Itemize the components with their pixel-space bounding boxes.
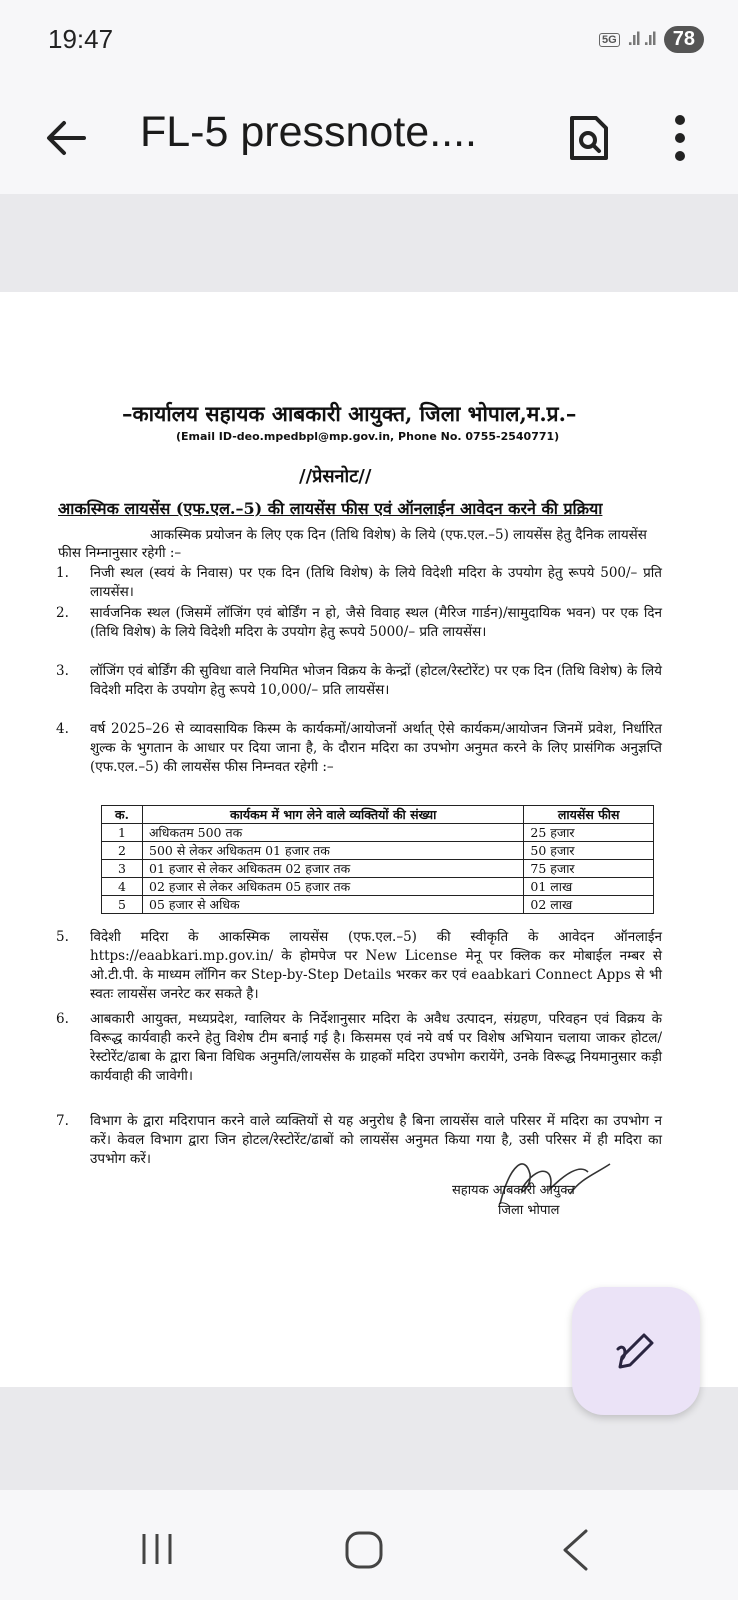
signal-icon: .ıl .ıl bbox=[627, 29, 656, 49]
search-in-document-icon[interactable] bbox=[568, 114, 610, 162]
edit-fab-button[interactable] bbox=[572, 1287, 700, 1415]
table-row: 5 05 हजार से अधिक 02 लाख bbox=[102, 896, 654, 914]
office-header: –कार्यालय सहायक आबकारी आयुक्त, जिला भोपाल,म.प्र.– bbox=[122, 401, 577, 426]
contact-line: (Email ID-deo.mpedbpl@mp.gov.in, Phone No. 0755-2540771) bbox=[176, 430, 560, 443]
table-row: 4 02 हजार से लेकर अधिकतम 05 हजार तक 01 लाख bbox=[102, 878, 654, 896]
status-time: 19:47 bbox=[48, 24, 114, 54]
subject-line: आकस्मिक लायसेंस (एफ.एल.–5) की लायसेंस फीस एवं ऑनलाईन आवेदन करने की प्रक्रिया bbox=[58, 499, 603, 518]
signatory-title: सहायक आबकारी आयुक्त bbox=[452, 1183, 575, 1198]
signatory-district: जिला भोपाल bbox=[498, 1203, 560, 1218]
system-nav-bar bbox=[0, 1490, 738, 1600]
table-row: 2 500 से लेकर अधिकतम 01 हजार तक 50 हजार bbox=[102, 842, 654, 860]
battery-indicator: 78 bbox=[664, 26, 704, 53]
edit-pen-icon bbox=[614, 1329, 658, 1373]
network-type-icon: 5G bbox=[599, 33, 620, 47]
recent-apps-icon[interactable] bbox=[140, 1532, 174, 1566]
home-icon[interactable] bbox=[344, 1530, 384, 1570]
table-header-row: क. कार्यकम में भाग लेने वाले व्यक्तियों की संख्या लायसेंस फीस bbox=[102, 806, 654, 824]
pdf-page: –कार्यालय सहायक आबकारी आयुक्त, जिला भोपाल,म.प्र.– (Email ID-deo.mpedbpl@mp.gov.in, Phone No. 0755-2540771) //प्रेसनोट// आकस्मिक लायसेंस (एफ.एल.–5) की लायसेंस फीस एवं ऑनलाईन आवेदन करने की प्रक्रिया आकस्मिक प्रयोजन के लिए एक दिन (तिथि विशेष) के लिये (एफ.एल.–5) लायसेंस हेतु दैनिक लायसेंस फीस निम्नानुसार रहेगी :– 1. निजी स्थल (स्वयं के निवास) पर एक दिन (तिथि विशेष) के लिये विदेशी मदिरा के उपयोग हेतु रूपये 500/– प्रति लायसेंस। 2. सार्वजनिक स्थल (जिसमें लॉजिंग एवं बोर्डिंग न हो, जैसे विवाह स्थल (मैरिज गार्डन)/सामुदायिक भवन) पर एक दिन (तिथि विशेष) के लिये विदेशी मदिरा के उपयोग हेतु रूपये 5000/– प्रति लायसेंस। 3. लॉजिंग एवं बोर्डिंग की सुविधा वाले नियमित भोजन विक्रय के केन्द्रों (होटल/रेस्टोरेंट) पर एक दिन (तिथि विशेष) के लिये विदेशी मदिरा के उपयोग हेतु रूपये 10,000/– प्रति लायसेंस। 4. वर्ष 2025–26 से व्यावसायिक किस्म के कार्यकमों/आयोजनों अर्थात् ऐसे कार्यकम/आयोजन जिनमें प्रवेश, निर्धारित शुल्क के भुगतान के आधार पर दिया जाना है, के दौरान मदिरा का उपभोग अनुमत करने के लिए प्रासंगिक अनुज्ञप्ति (एफ.एल.–5) की लायसेंस फीस निम्नवत रहेगी :– क. कार्यकम में भाग लेने वाले व्यक्तियों की संख्या लायसेंस फीस 1 अधिकतम 500 तक 25 हजार 2 500 से लेकर अधिकतम 01 हजार तक 50 हजार 3 01 हजार से लेकर अधिकतम 02 हजार तक 75 हजार 4 02 हजार से लेकर अधिकतम 05 हजार तक 01 लाख 5 05 हजार से अधिक 02 लाख 5. विदेशी मदिरा के आकस्मिक लायसेंस (एफ.एल.–5) की स्वीकृति के आवेदन ऑनलाईन https://eaabkari.mp.gov.in/ के होमपेज पर New License मेनू पर क्लिक कर मोबाईल नम्बर से ओ.टी.पी. के माध्यम लॉगिन कर Step-by-Step Details भरकर कर एवं eaabkari Connect Apps से भी स्वतः लायसेंस जनरेट कर सकते है। 6. आबकारी आयुक्त, मध्यप्रदेश, ग्वालियर के निर्देशानुसार मदिरा के अवैध उत्पादन, संग्रहण, परिवहन एवं विक्रय के विरूद्ध कार्यवाही करने हेतु विशेष टीम बनाई गई है। किसमस एवं नये वर्ष पर विशेष अभियान चलाया जाकर होटल/रेस्टोरेंट/ढाबा के द्वारा बिना विधिक अनुमति/लायसेंस के ग्राहकों मदिरा उपभोग करायेंगे, उनके विरूद्ध नियमानुसार कड़ी कार्यवाही की जावेगी। 7. विभाग के द्वारा मदिरापान करने वाले व्यक्तियों से यह अनुरोध है बिना लायसेंस वाले परिसर में मदिरा का उपभोग न करें। केवल विभाग द्वारा जिन होटल/रेस्टोरेंट/ढाबों को लायसेंस अनुमत किया गया है, उसी परिसर में ही मदिरा का उपभोग करें। सहायक आबकारी आयुक्त जिला भोपाल bbox=[0, 292, 738, 1387]
app-bar bbox=[0, 86, 738, 194]
license-fee-table bbox=[101, 805, 654, 914]
document-title: FL-5 pressnote.... bbox=[140, 108, 477, 156]
table-row: 3 01 हजार से लेकर अधिकतम 02 हजार तक 75 हजार bbox=[102, 860, 654, 878]
press-note-heading: //प्रेसनोट// bbox=[299, 466, 372, 487]
table-row: 1 अधिकतम 500 तक 25 हजार bbox=[102, 824, 654, 842]
status-icons bbox=[599, 26, 704, 53]
intro-paragraph: आकस्मिक प्रयोजन के लिए एक दिन (तिथि विशेष) के लिये (एफ.एल.–5) लायसेंस हेतु दैनिक लायसेंस फीस निम्नानुसार रहेगी :– bbox=[58, 527, 647, 561]
more-options-icon[interactable] bbox=[670, 112, 690, 164]
status-bar bbox=[0, 0, 738, 86]
back-arrow-icon[interactable] bbox=[44, 116, 88, 160]
nav-back-icon[interactable] bbox=[560, 1528, 590, 1572]
